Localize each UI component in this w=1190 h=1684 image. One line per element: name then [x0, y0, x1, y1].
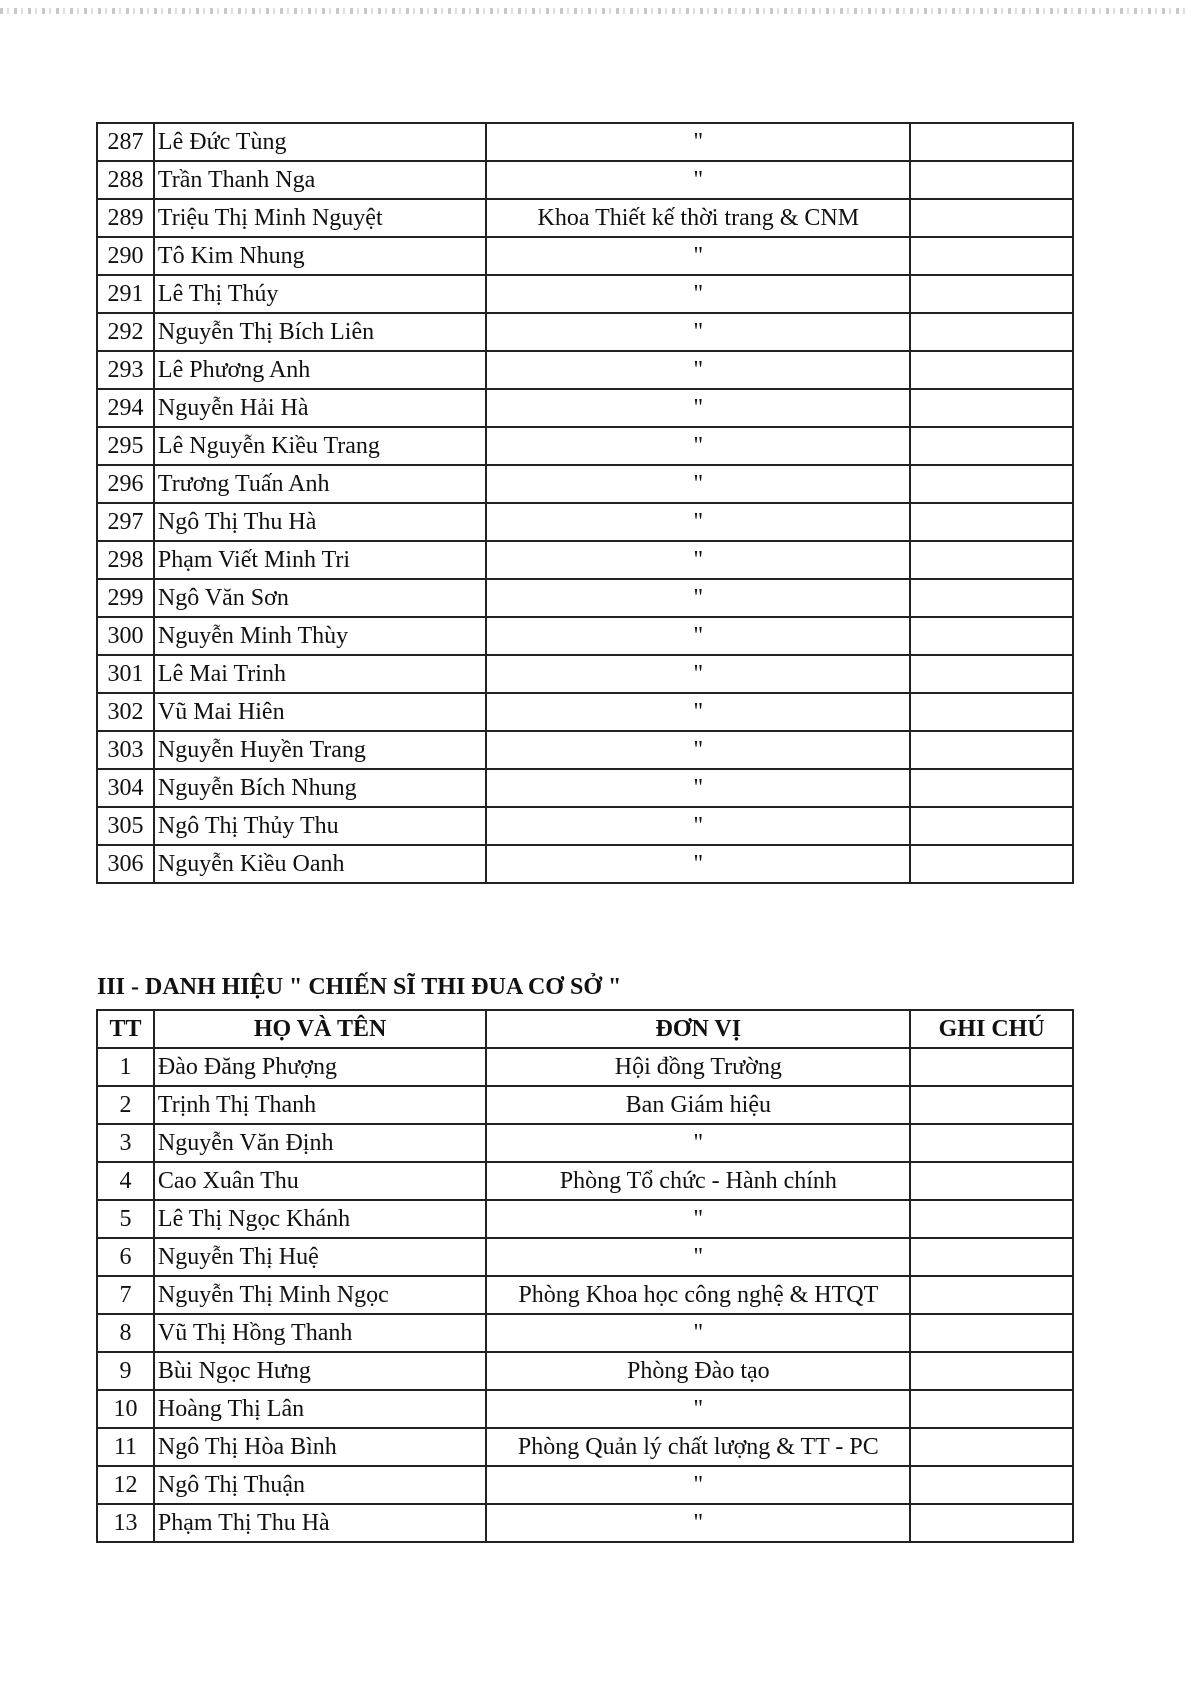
person-name: Nguyễn Thị Minh Ngọc — [154, 1276, 486, 1314]
header-unit: ĐƠN VỊ — [486, 1010, 910, 1048]
unit-name: " — [486, 617, 910, 655]
note-cell — [910, 503, 1073, 541]
row-number: 1 — [97, 1048, 154, 1086]
note-cell — [910, 617, 1073, 655]
table-row — [97, 465, 1073, 503]
table-row — [97, 1200, 1073, 1238]
note-cell — [910, 731, 1073, 769]
note-cell — [910, 161, 1073, 199]
person-name: Nguyễn Bích Nhung — [154, 769, 486, 807]
unit-name: " — [486, 503, 910, 541]
unit-name: " — [486, 1390, 910, 1428]
person-name: Lê Thị Ngọc Khánh — [154, 1200, 486, 1238]
row-number: 305 — [97, 807, 154, 845]
unit-name: " — [486, 351, 910, 389]
table-row — [97, 1352, 1073, 1390]
person-name: Lê Thị Thúy — [154, 275, 486, 313]
header-note: GHI CHÚ — [910, 1010, 1073, 1048]
unit-name: " — [486, 389, 910, 427]
table-row — [97, 1162, 1073, 1200]
note-cell — [910, 1124, 1073, 1162]
person-name: Nguyễn Văn Định — [154, 1124, 486, 1162]
person-name: Trần Thanh Nga — [154, 161, 486, 199]
person-name: Ngô Thị Thuận — [154, 1466, 486, 1504]
person-name: Ngô Thị Thu Hà — [154, 503, 486, 541]
note-cell — [910, 1276, 1073, 1314]
row-number: 2 — [97, 1086, 154, 1124]
table-row — [97, 1428, 1073, 1466]
unit-name: " — [486, 769, 910, 807]
row-number: 294 — [97, 389, 154, 427]
note-cell — [910, 1238, 1073, 1276]
person-name: Nguyễn Kiều Oanh — [154, 845, 486, 883]
unit-name: " — [486, 655, 910, 693]
row-number: 295 — [97, 427, 154, 465]
unit-name: Ban Giám hiệu — [486, 1086, 910, 1124]
row-number: 287 — [97, 123, 154, 161]
unit-name: " — [486, 275, 910, 313]
person-name: Bùi Ngọc Hưng — [154, 1352, 486, 1390]
table-row — [97, 1124, 1073, 1162]
row-number: 292 — [97, 313, 154, 351]
person-name: Trương Tuấn Anh — [154, 465, 486, 503]
table-row — [97, 845, 1073, 883]
note-cell — [910, 427, 1073, 465]
note-cell — [910, 465, 1073, 503]
unit-name: " — [486, 1466, 910, 1504]
unit-name: " — [486, 541, 910, 579]
table-row — [97, 161, 1073, 199]
note-cell — [910, 579, 1073, 617]
row-number: 301 — [97, 655, 154, 693]
table-row — [97, 1276, 1073, 1314]
row-number: 299 — [97, 579, 154, 617]
table-row — [97, 693, 1073, 731]
unit-name: Phòng Tổ chức - Hành chính — [486, 1162, 910, 1200]
row-number: 6 — [97, 1238, 154, 1276]
row-number: 304 — [97, 769, 154, 807]
row-number: 303 — [97, 731, 154, 769]
unit-name: " — [486, 1200, 910, 1238]
row-number: 9 — [97, 1352, 154, 1390]
continued-list-table — [96, 122, 1074, 884]
unit-name: " — [486, 579, 910, 617]
note-cell — [910, 769, 1073, 807]
row-number: 3 — [97, 1124, 154, 1162]
table-row — [97, 1048, 1073, 1086]
row-number: 10 — [97, 1390, 154, 1428]
note-cell — [910, 1162, 1073, 1200]
table-row — [97, 1086, 1073, 1124]
unit-name: " — [486, 161, 910, 199]
table-row — [97, 1314, 1073, 1352]
note-cell — [910, 655, 1073, 693]
table-row — [97, 769, 1073, 807]
table-row — [97, 541, 1073, 579]
table-row — [97, 655, 1073, 693]
note-cell — [910, 1504, 1073, 1542]
note-cell — [910, 541, 1073, 579]
person-name: Đào Đăng Phượng — [154, 1048, 486, 1086]
unit-name: " — [486, 427, 910, 465]
note-cell — [910, 1314, 1073, 1352]
table-header-row — [97, 1010, 1073, 1048]
note-cell — [910, 1086, 1073, 1124]
unit-name: " — [486, 237, 910, 275]
person-name: Lê Đức Tùng — [154, 123, 486, 161]
row-number: 288 — [97, 161, 154, 199]
person-name: Phạm Thị Thu Hà — [154, 1504, 486, 1542]
person-name: Phạm Viết Minh Tri — [154, 541, 486, 579]
table-row — [97, 275, 1073, 313]
unit-name: " — [486, 845, 910, 883]
row-number: 306 — [97, 845, 154, 883]
row-number: 296 — [97, 465, 154, 503]
person-name: Ngô Văn Sơn — [154, 579, 486, 617]
table-row — [97, 1466, 1073, 1504]
header-name: HỌ VÀ TÊN — [154, 1010, 486, 1048]
row-number: 293 — [97, 351, 154, 389]
emulation-soldier-body — [97, 1048, 1073, 1542]
scan-edge-artifact — [0, 8, 1190, 14]
table-row — [97, 313, 1073, 351]
row-number: 5 — [97, 1200, 154, 1238]
person-name: Vũ Mai Hiên — [154, 693, 486, 731]
row-number: 7 — [97, 1276, 154, 1314]
note-cell — [910, 313, 1073, 351]
table-row — [97, 617, 1073, 655]
table-row — [97, 123, 1073, 161]
person-name: Hoàng Thị Lân — [154, 1390, 486, 1428]
header-tt: TT — [97, 1010, 154, 1048]
continued-list-body — [97, 123, 1073, 883]
unit-name: " — [486, 731, 910, 769]
note-cell — [910, 123, 1073, 161]
section-title: III - DANH HIỆU " CHIẾN SĨ THI ĐUA CƠ SỞ " — [97, 974, 622, 1000]
row-number: 297 — [97, 503, 154, 541]
table-row — [97, 1238, 1073, 1276]
note-cell — [910, 275, 1073, 313]
person-name: Ngô Thị Thủy Thu — [154, 807, 486, 845]
person-name: Ngô Thị Hòa Bình — [154, 1428, 486, 1466]
person-name: Cao Xuân Thu — [154, 1162, 486, 1200]
table-row — [97, 351, 1073, 389]
person-name: Tô Kim Nhung — [154, 237, 486, 275]
row-number: 291 — [97, 275, 154, 313]
note-cell — [910, 389, 1073, 427]
unit-name: " — [486, 807, 910, 845]
person-name: Trịnh Thị Thanh — [154, 1086, 486, 1124]
person-name: Lê Phương Anh — [154, 351, 486, 389]
note-cell — [910, 807, 1073, 845]
unit-name: " — [486, 123, 910, 161]
unit-name: Phòng Khoa học công nghệ & HTQT — [486, 1276, 910, 1314]
row-number: 298 — [97, 541, 154, 579]
table-row — [97, 1390, 1073, 1428]
row-number: 302 — [97, 693, 154, 731]
note-cell — [910, 1048, 1073, 1086]
row-number: 4 — [97, 1162, 154, 1200]
unit-name: Phòng Quản lý chất lượng & TT - PC — [486, 1428, 910, 1466]
table-row — [97, 1504, 1073, 1542]
unit-name: " — [486, 1504, 910, 1542]
table-row — [97, 807, 1073, 845]
note-cell — [910, 1200, 1073, 1238]
note-cell — [910, 1466, 1073, 1504]
table-row — [97, 427, 1073, 465]
unit-name: Hội đồng Trường — [486, 1048, 910, 1086]
emulation-soldier-table — [96, 1009, 1074, 1543]
person-name: Triệu Thị Minh Nguyệt — [154, 199, 486, 237]
table-row — [97, 503, 1073, 541]
row-number: 8 — [97, 1314, 154, 1352]
unit-name: " — [486, 313, 910, 351]
person-name: Nguyễn Hải Hà — [154, 389, 486, 427]
unit-name: " — [486, 693, 910, 731]
note-cell — [910, 1428, 1073, 1466]
note-cell — [910, 1352, 1073, 1390]
person-name: Nguyễn Minh Thùy — [154, 617, 486, 655]
unit-name: " — [486, 1314, 910, 1352]
table-row — [97, 389, 1073, 427]
note-cell — [910, 351, 1073, 389]
person-name: Lê Mai Trinh — [154, 655, 486, 693]
person-name: Lê Nguyễn Kiều Trang — [154, 427, 486, 465]
person-name: Vũ Thị Hồng Thanh — [154, 1314, 486, 1352]
table-row — [97, 237, 1073, 275]
unit-name: " — [486, 1124, 910, 1162]
table-row — [97, 579, 1073, 617]
row-number: 289 — [97, 199, 154, 237]
row-number: 290 — [97, 237, 154, 275]
unit-name: Khoa Thiết kế thời trang & CNM — [486, 199, 910, 237]
note-cell — [910, 199, 1073, 237]
person-name: Nguyễn Huyền Trang — [154, 731, 486, 769]
row-number: 12 — [97, 1466, 154, 1504]
table-row — [97, 199, 1073, 237]
note-cell — [910, 237, 1073, 275]
row-number: 13 — [97, 1504, 154, 1542]
person-name: Nguyễn Thị Huệ — [154, 1238, 486, 1276]
person-name: Nguyễn Thị Bích Liên — [154, 313, 486, 351]
note-cell — [910, 693, 1073, 731]
table-row — [97, 731, 1073, 769]
row-number: 11 — [97, 1428, 154, 1466]
note-cell — [910, 845, 1073, 883]
note-cell — [910, 1390, 1073, 1428]
unit-name: " — [486, 465, 910, 503]
unit-name: Phòng Đào tạo — [486, 1352, 910, 1390]
unit-name: " — [486, 1238, 910, 1276]
row-number: 300 — [97, 617, 154, 655]
